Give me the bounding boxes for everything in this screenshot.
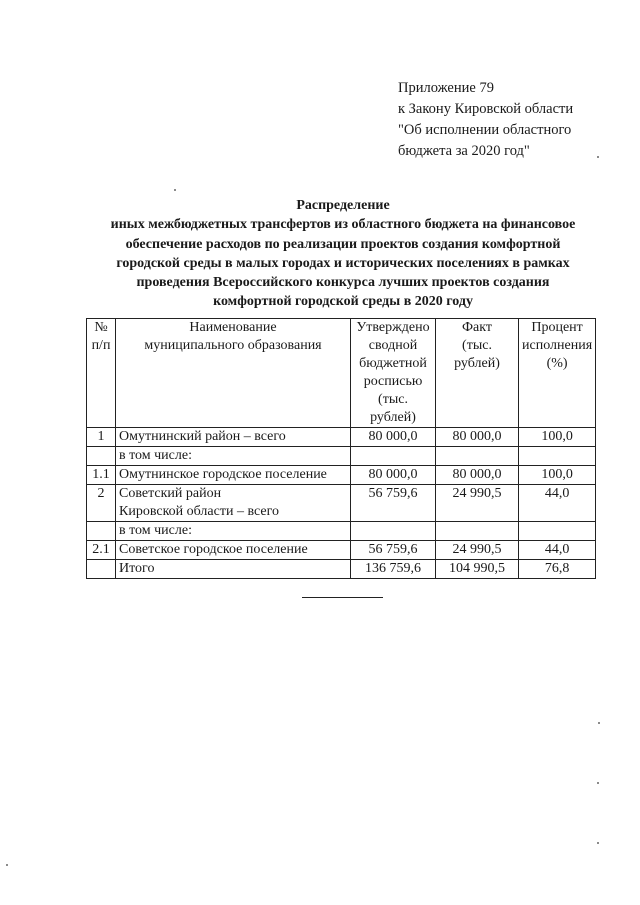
row-percent: 44,0	[519, 541, 596, 560]
row-num: 2.1	[87, 541, 116, 560]
table-row	[87, 522, 596, 541]
appendix-line: к Закону Кировской области	[398, 101, 574, 117]
title-line: Распределение	[296, 198, 390, 213]
scan-speck	[597, 782, 599, 784]
title-line: иных межбюджетных трансфертов из областного бюджета на финансовое	[110, 217, 576, 233]
row-name	[116, 522, 351, 541]
appendix-note	[398, 78, 573, 162]
row-num	[87, 560, 116, 579]
table-row	[87, 541, 596, 560]
scan-speck	[597, 156, 599, 158]
table-header-row	[87, 319, 596, 428]
row-percent: 100,0	[519, 466, 596, 485]
row-approved: 56 759,6	[351, 485, 436, 522]
header-name	[116, 319, 351, 428]
row-percent	[519, 522, 596, 541]
row-approved: 80 000,0	[351, 466, 436, 485]
row-name-line: в том числе:	[119, 448, 192, 463]
closing-divider	[302, 597, 383, 598]
row-fact: 80 000,0	[436, 428, 519, 447]
row-approved: 56 759,6	[351, 541, 436, 560]
appendix-line: "Об исполнении областного	[398, 122, 572, 138]
header-text: (%)	[546, 356, 568, 371]
row-name	[116, 428, 351, 447]
row-name-line: Советский район	[119, 486, 222, 501]
header-percent	[519, 319, 596, 428]
row-name-line: Омутнинское городское поселение	[119, 467, 327, 482]
row-approved	[351, 447, 436, 466]
row-fact: 80 000,0	[436, 466, 519, 485]
scan-speck	[174, 189, 176, 191]
row-name	[116, 560, 351, 579]
row-percent: 76,8	[519, 560, 596, 579]
header-approved	[351, 319, 436, 428]
appendix-line: бюджета за 2020 год"	[398, 143, 530, 159]
table-total-row	[87, 560, 596, 579]
row-fact: 104 990,5	[436, 560, 519, 579]
row-fact	[436, 522, 519, 541]
scan-speck	[6, 864, 8, 866]
row-percent	[519, 447, 596, 466]
row-name	[116, 541, 351, 560]
row-percent: 100,0	[519, 428, 596, 447]
row-name-line: Кировской области – всего	[119, 504, 279, 519]
header-text: сводной	[368, 338, 418, 353]
header-text: (тыс. рублей)	[454, 338, 500, 371]
row-num: 2	[87, 485, 116, 522]
header-text: Наименование	[189, 320, 277, 335]
row-approved	[351, 522, 436, 541]
row-fact: 24 990,5	[436, 485, 519, 522]
header-text: п/п	[91, 338, 111, 353]
row-fact: 24 990,5	[436, 541, 519, 560]
header-text: муниципального образования	[144, 338, 322, 353]
document-title	[78, 196, 608, 312]
header-text: Процент	[531, 320, 583, 335]
table-row	[87, 428, 596, 447]
row-approved: 136 759,6	[351, 560, 436, 579]
row-name-line: Советское городское поселение	[119, 542, 308, 557]
row-name-line: Итого	[119, 561, 155, 576]
row-percent: 44,0	[519, 485, 596, 522]
row-name-line: в том числе:	[119, 523, 192, 538]
row-num: 1	[87, 428, 116, 447]
row-name-line: Омутнинский район – всего	[119, 429, 286, 444]
header-text: Утверждено	[356, 320, 430, 335]
title-line: обеспечение расходов по реализации проектов создания комфортной	[125, 236, 561, 252]
row-num	[87, 522, 116, 541]
scan-speck	[598, 722, 600, 724]
table-row	[87, 466, 596, 485]
row-num	[87, 447, 116, 466]
header-text: исполнения	[522, 338, 593, 353]
distribution-table	[86, 318, 596, 579]
row-name	[116, 447, 351, 466]
scan-speck	[597, 842, 599, 844]
table-row	[87, 447, 596, 466]
title-line: комфортной городской среды в 2020 году	[213, 294, 473, 310]
header-num	[87, 319, 116, 428]
header-text: Факт	[461, 320, 492, 335]
appendix-line: Приложение 79	[398, 80, 494, 96]
title-line: городской среды в малых городах и исторических поселениях в рамках	[116, 255, 570, 271]
table-row	[87, 485, 596, 522]
row-name	[116, 485, 351, 522]
header-text: росписью	[363, 374, 423, 389]
header-text: (тыс. рублей)	[370, 392, 416, 425]
row-num: 1.1	[87, 466, 116, 485]
header-fact	[436, 319, 519, 428]
title-line: проведения Всероссийского конкурса лучших проектов создания	[136, 275, 550, 291]
header-text: бюджетной	[359, 356, 427, 371]
row-fact	[436, 447, 519, 466]
row-name	[116, 466, 351, 485]
header-text: №	[94, 320, 108, 335]
row-approved: 80 000,0	[351, 428, 436, 447]
